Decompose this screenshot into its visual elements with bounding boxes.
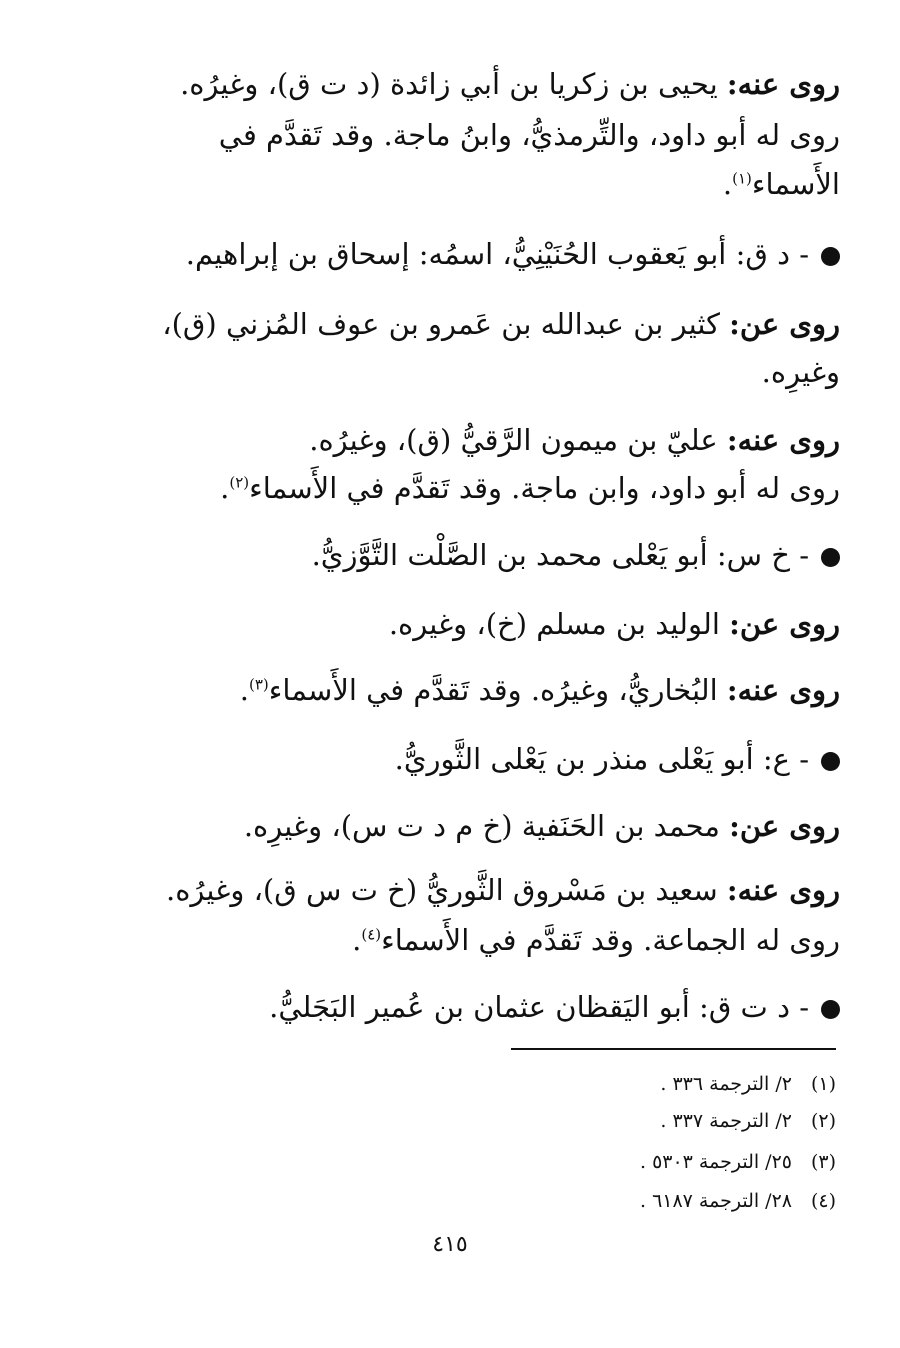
entry-heading: [60, 232, 840, 276]
footnote-text: ٢/ الترجمة ٣٣٦ .: [660, 1073, 792, 1095]
entry-line: [60, 62, 840, 106]
entry-line: [60, 418, 840, 462]
line-label: روى عن:: [729, 307, 840, 341]
footnote-text: ٢/ الترجمة ٣٣٧ .: [660, 1110, 792, 1132]
line-text: - د ق: أبو يَعقوب الحُنَيْنِيُّ، اسمُه: إسحاق بن إبراهيم.: [185, 237, 809, 271]
line-text: - ع: أبو يَعْلى منذر بن يَعْلى الثَّوريُّ.: [394, 742, 809, 776]
line-label: روى عن:: [729, 809, 840, 843]
entry-line: [60, 602, 840, 646]
footnote-text: ٢٥/ الترجمة ٥٣٠٣ .: [639, 1151, 792, 1173]
entry-line: [60, 668, 840, 712]
footnote-number: (١): [810, 1073, 836, 1095]
line-label: روى عنه:: [726, 673, 840, 707]
line-text: عليّ بن ميمون الرَّقيُّ (ق)، وغيرُه.: [309, 423, 727, 457]
entry-heading: [60, 533, 840, 577]
line-text: يحيى بن زكريا بن أبي زائدة (د ت ق)، وغيرُه.: [180, 67, 727, 101]
line-text: محمد بن الحَنَفية (خ م د ت س)، وغيرِه.: [243, 809, 730, 843]
line-text: الوليد بن مسلم (خ)، وغيره.: [388, 607, 730, 641]
bullet-icon: [821, 247, 840, 266]
bullet-icon: [821, 548, 840, 567]
footnote: [640, 1148, 836, 1176]
footnote-number: (٤): [810, 1190, 836, 1212]
footnote-number: (٣): [810, 1151, 836, 1173]
footnote: [660, 1107, 836, 1135]
entry-heading: [60, 737, 840, 781]
line-punct: .: [352, 923, 362, 957]
entry-heading: [60, 985, 840, 1029]
footnote-text: ٢٨/ الترجمة ٦١٨٧ .: [639, 1190, 792, 1212]
line-text: - د ت ق: أبو اليَقظان عثمان بن عُمير البَجَليُّ.: [269, 990, 809, 1024]
entry-line: [60, 804, 840, 848]
footnote-ref: (١): [732, 169, 752, 188]
line-text: وغيرِه.: [761, 355, 840, 389]
footnote-ref: (٣): [249, 675, 269, 694]
line-text: - خ س: أبو يَعْلى محمد بن الصَّلْت التَّوَّزيُّ.: [311, 538, 809, 572]
entry-line: [60, 918, 840, 962]
footnote-number: (٢): [810, 1110, 836, 1132]
line-punct: .: [722, 167, 733, 201]
line-text: روى له أبو داود، والتِّرمذيُّ، وابنُ ماجة. وقد تَقدَّم في: [218, 118, 840, 152]
line-label: روى عنه:: [726, 873, 840, 907]
line-text: كثير بن عبدالله بن عَمرو بن عوف المُزني (ق)،: [162, 307, 730, 341]
footnote-ref: (٤): [361, 925, 382, 944]
footnote: [640, 1187, 836, 1215]
footnote-ref: (٢): [229, 473, 250, 492]
line-punct: .: [239, 673, 249, 707]
line-label: روى عنه:: [726, 67, 840, 101]
line-text: روى له الجماعة. وقد تَقدَّم في الأَسماء: [381, 923, 840, 957]
line-label: روى عن:: [729, 607, 840, 641]
line-text: البُخاريُّ، وغيرُه. وقد تَقدَّم في الأَسماء: [268, 673, 727, 707]
line-text: روى له أبو داود، وابن ماجة. وقد تَقدَّم في الأَسماء: [249, 471, 840, 505]
line-text: سعيد بن مَسْروق الثَّوريُّ (خ ت س ق)، وغيرُه.: [166, 873, 727, 907]
line-punct: .: [220, 471, 230, 505]
entry-line: [60, 162, 840, 206]
entry-line: [60, 113, 840, 157]
page-number: ٤١٥: [432, 1232, 468, 1257]
entry-line: [60, 868, 840, 912]
bullet-icon: [821, 1000, 840, 1019]
bullet-icon: [821, 752, 840, 771]
entry-line: [60, 302, 840, 346]
entry-line: [60, 350, 840, 394]
footnote-divider: [511, 1048, 836, 1050]
line-label: روى عنه:: [726, 423, 840, 457]
footnote: [660, 1070, 836, 1098]
line-text: الأَسماء: [751, 167, 840, 201]
entry-line: [60, 466, 840, 510]
